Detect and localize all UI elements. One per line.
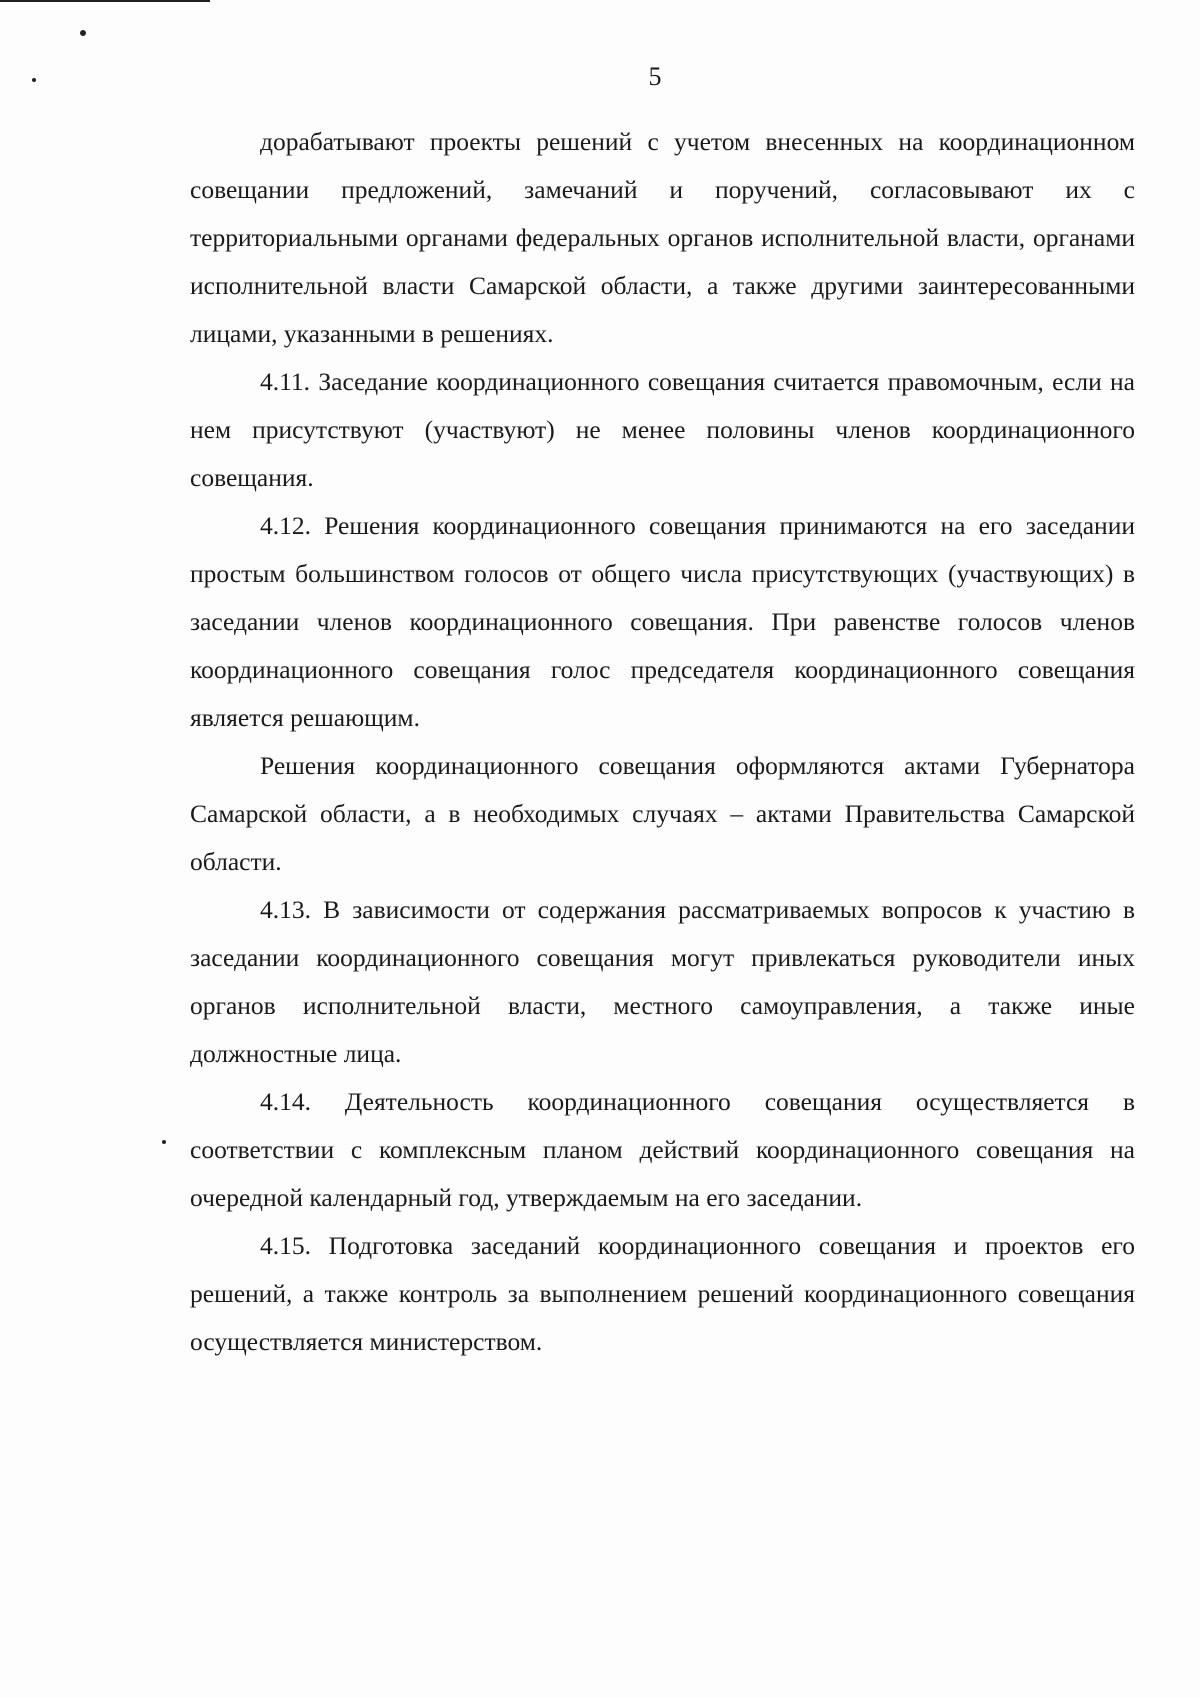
page-number: 5 bbox=[648, 62, 662, 91]
scan-edge-line bbox=[0, 0, 210, 2]
paragraph-decisions-acts: Решения координационного совещания оформляются актами Губернатора Самарской области, а в необходимых случаях – актами Правительства Самарской области. bbox=[190, 751, 1135, 876]
scan-speck bbox=[80, 30, 86, 36]
scan-speck bbox=[162, 1140, 166, 1144]
scan-speck bbox=[32, 78, 36, 82]
paragraph-continuation: дорабатывают проекты решений с учетом внесенных на координационном совещании предложений, замечаний и поручений, согласовывают их с территориальными органами федеральных органов исполнительной власти, органами исполнительной власти Самарской области, а также другими заинтересованными лицами, указанными в решениях. bbox=[190, 127, 1135, 348]
paragraph-4-15: 4.15. Подготовка заседаний координационного совещания и проектов его решений, а также контроль за выполнением решений координационного совещания осуществляется министерством. bbox=[190, 1231, 1135, 1356]
paragraph-4-12: 4.12. Решения координационного совещания принимаются на его заседании простым большинством голосов от общего числа присутствующих (участвующих) в заседании членов координационного совещания. При равенстве голосов членов координационного совещания голос председателя координационного совещания является решающим. bbox=[190, 511, 1135, 732]
paragraph-4-13: 4.13. В зависимости от содержания рассматриваемых вопросов к участию в заседании координационного совещания могут привлекаться руководители иных органов исполнительной власти, местного самоуправления, а также иные должностные лица. bbox=[190, 895, 1135, 1068]
paragraph-4-11: 4.11. Заседание координационного совещания считается правомочным, если на нем присутствуют (участвуют) не менее половины членов координационного совещания. bbox=[190, 367, 1135, 492]
document-body bbox=[190, 118, 1135, 1366]
paragraph-4-14: 4.14. Деятельность координационного совещания осуществляется в соответствии с комплексным планом действий координационного совещания на очередной календарный год, утверждаемым на его заседании. bbox=[190, 1087, 1135, 1212]
